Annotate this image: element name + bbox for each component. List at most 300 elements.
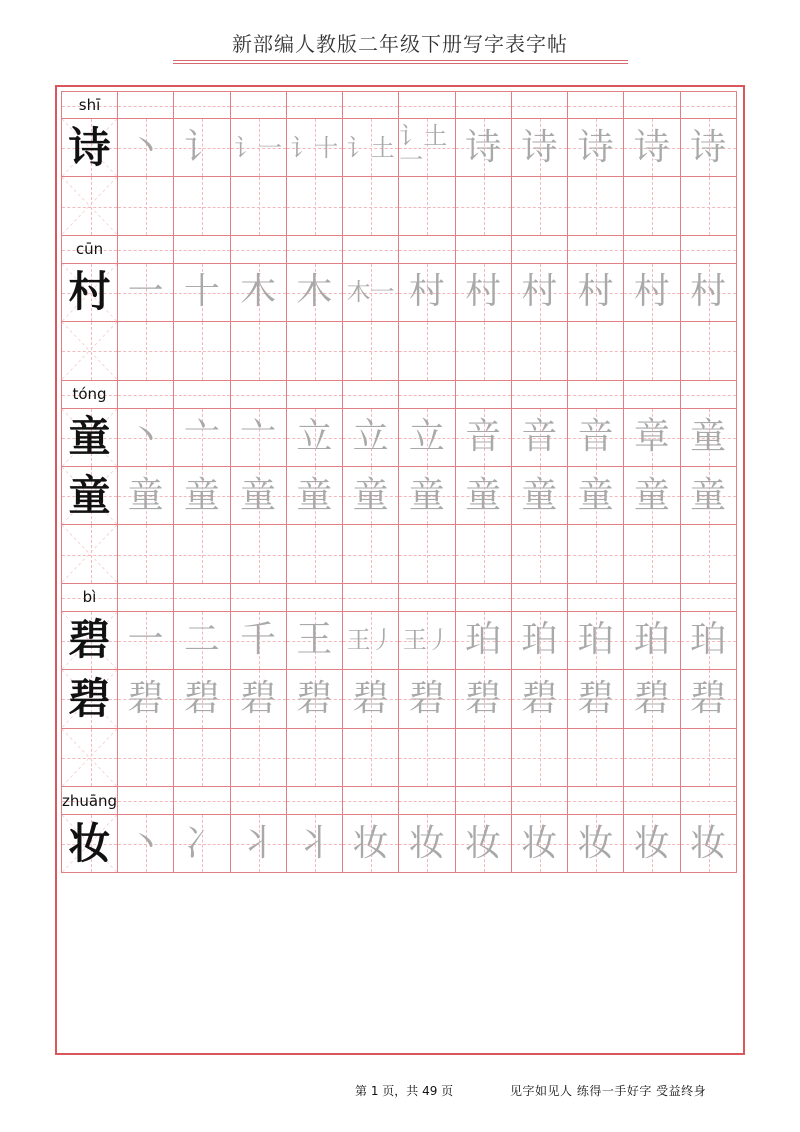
diagonal-guide — [62, 177, 117, 234]
guide-line — [568, 250, 623, 251]
guide-line — [287, 801, 342, 802]
pinyin-cell — [231, 381, 287, 409]
trace-char-cell — [399, 670, 455, 728]
guide-line — [202, 177, 203, 234]
pinyin-cell — [118, 91, 174, 119]
trace-char-cell — [456, 612, 512, 670]
model-character: 碧 — [68, 615, 111, 665]
trace-character: 碧 — [465, 677, 502, 719]
trace-char-cell — [343, 670, 399, 728]
guide-line — [315, 525, 316, 582]
trace-character: 珀 — [521, 619, 558, 661]
trace-character: 冫 — [183, 822, 220, 864]
pinyin-cell — [681, 584, 737, 612]
pinyin-cell — [624, 787, 680, 815]
trace-char-cell — [456, 177, 512, 235]
trace-char-cell — [231, 264, 287, 322]
trace-char-cell — [399, 264, 455, 322]
trace-char-cell — [174, 815, 230, 873]
trace-character: 木一 — [346, 278, 395, 307]
trace-character: 丶 — [127, 822, 164, 864]
guide-line — [709, 322, 710, 379]
trace-char-cell — [118, 729, 174, 787]
pinyin-cell — [399, 787, 455, 815]
guide-line — [343, 801, 398, 802]
guide-line — [540, 177, 541, 234]
pinyin-cell — [287, 91, 343, 119]
trace-char-cell — [343, 409, 399, 467]
trace-character: 村 — [408, 271, 445, 313]
trace-char-cell — [174, 119, 230, 177]
trace-character: 碧 — [240, 677, 277, 719]
guide-line — [709, 177, 710, 234]
trace-char-cell — [343, 467, 399, 525]
guide-line — [624, 106, 679, 107]
guide-line — [484, 322, 485, 379]
trace-character: 音 — [521, 416, 558, 458]
guide-line — [456, 801, 511, 802]
trace-char-cell — [512, 729, 568, 787]
trace-char-cell — [118, 177, 174, 235]
trace-char-cell — [456, 815, 512, 873]
model-char-cell — [61, 119, 118, 177]
trace-char-cell — [174, 612, 230, 670]
trace-char-cell — [624, 670, 680, 728]
pinyin-cell — [61, 787, 118, 815]
trace-character: 一 — [127, 619, 164, 661]
trace-char-cell — [287, 815, 343, 873]
trace-char-cell — [681, 119, 737, 177]
model-char-cell — [61, 525, 118, 583]
guide-line — [118, 250, 173, 251]
pinyin-cell — [287, 381, 343, 409]
trace-char-cell — [399, 729, 455, 787]
trace-char-cell — [624, 409, 680, 467]
trace-char-cell — [174, 670, 230, 728]
pinyin-cell — [624, 236, 680, 264]
trace-char-cell — [399, 612, 455, 670]
guide-line — [399, 395, 454, 396]
pinyin-cell — [399, 236, 455, 264]
guide-line — [427, 177, 428, 234]
guide-line — [231, 395, 286, 396]
trace-char-cell — [231, 322, 287, 380]
trace-char-cell — [512, 409, 568, 467]
guide-line — [343, 395, 398, 396]
trace-character: 王丿 — [402, 626, 451, 655]
trace-char-cell — [399, 525, 455, 583]
pinyin-cell — [231, 236, 287, 264]
trace-char-cell — [568, 815, 624, 873]
trace-char-cell — [568, 612, 624, 670]
guide-line — [371, 729, 372, 786]
guide-line — [512, 106, 567, 107]
pinyin-cell — [681, 381, 737, 409]
pinyin-label: shī — [78, 96, 101, 114]
guide-line — [371, 177, 372, 234]
guide-line — [315, 729, 316, 786]
trace-char-cell — [287, 177, 343, 235]
pinyin-cell — [118, 381, 174, 409]
pinyin-cell — [287, 584, 343, 612]
guide-line — [456, 395, 511, 396]
pinyin-cell — [568, 584, 624, 612]
guide-line — [146, 322, 147, 379]
trace-char-cell — [118, 467, 174, 525]
trace-char-cell — [118, 119, 174, 177]
model-char-cell — [61, 815, 118, 873]
pinyin-cell — [624, 584, 680, 612]
pinyin-cell — [456, 236, 512, 264]
trace-character: 立 — [352, 416, 389, 458]
trace-character: 碧 — [352, 677, 389, 719]
guide-line — [287, 598, 342, 599]
trace-character: 讠十 — [290, 133, 339, 162]
trace-char-cell — [343, 119, 399, 177]
trace-char-cell — [118, 409, 174, 467]
guide-line — [596, 322, 597, 379]
trace-character: 珀 — [465, 619, 502, 661]
guide-line — [202, 729, 203, 786]
trace-char-cell — [287, 729, 343, 787]
pinyin-cell — [174, 236, 230, 264]
model-char-cell — [61, 612, 118, 670]
trace-char-cell — [568, 322, 624, 380]
guide-line — [118, 106, 173, 107]
guide-line — [399, 106, 454, 107]
trace-character: 讠土一 — [399, 121, 448, 174]
trace-character: 立 — [296, 416, 333, 458]
model-char-cell — [61, 729, 118, 787]
guide-line — [315, 177, 316, 234]
trace-char-cell — [512, 119, 568, 177]
pinyin-cell — [118, 584, 174, 612]
guide-line — [568, 106, 623, 107]
trace-char-cell — [624, 264, 680, 322]
pinyin-cell — [681, 236, 737, 264]
guide-line — [568, 395, 623, 396]
guide-line — [118, 395, 173, 396]
trace-char-cell — [456, 467, 512, 525]
trace-char-cell — [343, 729, 399, 787]
trace-character: 丶 — [127, 126, 164, 168]
pinyin-cell — [118, 787, 174, 815]
trace-character: 王丿 — [346, 626, 395, 655]
pinyin-cell — [61, 236, 118, 264]
guide-line — [652, 177, 653, 234]
model-character: 童 — [68, 412, 111, 462]
guide-line — [456, 250, 511, 251]
title-underline-secondary — [173, 63, 628, 64]
trace-character: 讠一 — [234, 133, 283, 162]
pinyin-cell — [624, 91, 680, 119]
pinyin-label: zhuāng — [61, 791, 118, 810]
trace-character: 妆 — [352, 822, 389, 864]
trace-char-cell — [118, 670, 174, 728]
guide-line — [568, 598, 623, 599]
trace-character: 章 — [633, 416, 670, 458]
guide-line — [399, 250, 454, 251]
model-character: 诗 — [68, 122, 111, 172]
trace-char-cell — [231, 670, 287, 728]
guide-line — [259, 729, 260, 786]
guide-line — [681, 598, 736, 599]
guide-line — [174, 395, 229, 396]
trace-char-cell — [681, 264, 737, 322]
guide-line — [118, 801, 173, 802]
trace-char-cell — [231, 409, 287, 467]
trace-char-cell — [512, 322, 568, 380]
guide-line — [231, 106, 286, 107]
guide-line — [596, 525, 597, 582]
trace-character: 童 — [690, 474, 727, 516]
guide-line — [259, 322, 260, 379]
trace-char-cell — [343, 177, 399, 235]
diagonal-guide — [62, 729, 117, 786]
trace-char-cell — [568, 409, 624, 467]
trace-char-cell — [568, 177, 624, 235]
guide-line — [371, 322, 372, 379]
trace-character: 王 — [296, 619, 333, 661]
trace-char-cell — [456, 670, 512, 728]
trace-character: 诗 — [577, 126, 614, 168]
guide-line — [427, 525, 428, 582]
trace-character: 诗 — [521, 126, 558, 168]
trace-character: 村 — [465, 271, 502, 313]
trace-char-cell — [287, 322, 343, 380]
trace-character: 碧 — [408, 677, 445, 719]
guide-line — [540, 525, 541, 582]
model-char-cell — [61, 322, 118, 380]
trace-char-cell — [568, 525, 624, 583]
trace-char-cell — [118, 264, 174, 322]
trace-char-cell — [399, 815, 455, 873]
guide-line — [681, 106, 736, 107]
trace-char-cell — [681, 322, 737, 380]
trace-character: 亠 — [183, 416, 220, 458]
guide-line — [456, 598, 511, 599]
trace-char-cell — [681, 729, 737, 787]
trace-char-cell — [624, 525, 680, 583]
guide-line — [709, 525, 710, 582]
guide-line — [427, 322, 428, 379]
guide-line — [652, 525, 653, 582]
guide-line — [681, 250, 736, 251]
guide-line — [484, 729, 485, 786]
trace-character: 诗 — [690, 126, 727, 168]
trace-char-cell — [568, 670, 624, 728]
pinyin-cell — [568, 381, 624, 409]
guide-line — [624, 801, 679, 802]
trace-char-cell — [287, 264, 343, 322]
practice-grid — [61, 91, 737, 1044]
trace-char-cell — [512, 670, 568, 728]
pinyin-cell — [174, 584, 230, 612]
trace-char-cell — [174, 177, 230, 235]
trace-char-cell — [624, 612, 680, 670]
pinyin-cell — [231, 787, 287, 815]
trace-char-cell — [287, 409, 343, 467]
trace-character: 碧 — [577, 677, 614, 719]
trace-char-cell — [681, 409, 737, 467]
trace-character: 讠土 — [346, 133, 395, 162]
pinyin-cell — [456, 584, 512, 612]
guide-line — [118, 598, 173, 599]
pinyin-cell — [512, 584, 568, 612]
trace-character: 童 — [240, 474, 277, 516]
trace-char-cell — [681, 612, 737, 670]
trace-char-cell — [456, 525, 512, 583]
trace-char-cell — [568, 119, 624, 177]
trace-char-cell — [174, 264, 230, 322]
guide-line — [287, 250, 342, 251]
trace-char-cell — [343, 815, 399, 873]
trace-char-cell — [512, 177, 568, 235]
guide-line — [259, 177, 260, 234]
pinyin-cell — [343, 236, 399, 264]
trace-character: 亠 — [240, 416, 277, 458]
model-character: 妆 — [68, 818, 111, 868]
trace-character: 童 — [352, 474, 389, 516]
trace-character: 村 — [521, 271, 558, 313]
pinyin-cell — [174, 381, 230, 409]
guide-line — [512, 395, 567, 396]
diagonal-guide — [62, 525, 117, 582]
trace-character: 碧 — [127, 677, 164, 719]
trace-char-cell — [399, 177, 455, 235]
trace-char-cell — [399, 409, 455, 467]
trace-character: 童 — [296, 474, 333, 516]
trace-character: 妆 — [521, 822, 558, 864]
trace-char-cell — [287, 670, 343, 728]
guide-line — [540, 729, 541, 786]
pinyin-cell — [456, 381, 512, 409]
guide-line — [287, 395, 342, 396]
guide-line — [596, 177, 597, 234]
guide-line — [174, 598, 229, 599]
pinyin-cell — [118, 236, 174, 264]
pinyin-cell — [343, 91, 399, 119]
trace-char-cell — [174, 322, 230, 380]
pinyin-cell — [231, 584, 287, 612]
trace-char-cell — [456, 119, 512, 177]
guide-line — [174, 250, 229, 251]
pinyin-cell — [343, 787, 399, 815]
trace-character: 讠 — [183, 126, 220, 168]
guide-line — [652, 729, 653, 786]
trace-char-cell — [681, 467, 737, 525]
pinyin-cell — [512, 91, 568, 119]
trace-char-cell — [231, 612, 287, 670]
trace-char-cell — [118, 815, 174, 873]
trace-char-cell — [624, 177, 680, 235]
trace-char-cell — [512, 525, 568, 583]
guide-line — [174, 106, 229, 107]
trace-character: 童 — [633, 474, 670, 516]
pinyin-cell — [512, 381, 568, 409]
trace-character: 十 — [183, 271, 220, 313]
guide-line — [146, 525, 147, 582]
pinyin-cell — [512, 787, 568, 815]
pinyin-cell — [287, 787, 343, 815]
model-char-cell — [61, 467, 118, 525]
trace-char-cell — [343, 525, 399, 583]
trace-character: 妆 — [633, 822, 670, 864]
trace-char-cell — [231, 467, 287, 525]
trace-character: 童 — [465, 474, 502, 516]
trace-character: 村 — [577, 271, 614, 313]
trace-character: 一 — [127, 271, 164, 313]
page-number: 第 1 页，共 49 页 — [355, 1084, 454, 1098]
guide-line — [202, 322, 203, 379]
guide-line — [709, 729, 710, 786]
trace-char-cell — [231, 525, 287, 583]
trace-character: 童 — [521, 474, 558, 516]
trace-character: 童 — [183, 474, 220, 516]
trace-char-cell — [681, 815, 737, 873]
trace-char-cell — [343, 612, 399, 670]
trace-character: 村 — [633, 271, 670, 313]
trace-character: 碧 — [633, 677, 670, 719]
footer-slogan: 见字如见人 练得一手好字 受益终身 — [510, 1084, 707, 1098]
trace-char-cell — [118, 322, 174, 380]
trace-character: 妆 — [408, 822, 445, 864]
pinyin-label: tóng — [72, 385, 107, 404]
pinyin-cell — [681, 787, 737, 815]
trace-character: 丬 — [296, 822, 333, 864]
model-character: 童 — [68, 470, 111, 520]
guide-line — [512, 801, 567, 802]
guide-line — [202, 525, 203, 582]
title-underline — [173, 60, 628, 61]
pinyin-cell — [61, 91, 118, 119]
trace-character: 二 — [183, 619, 220, 661]
trace-char-cell — [624, 322, 680, 380]
pinyin-cell — [399, 91, 455, 119]
trace-character: 珀 — [690, 619, 727, 661]
trace-char-cell — [174, 467, 230, 525]
pinyin-cell — [174, 91, 230, 119]
trace-character: 木 — [240, 271, 277, 313]
model-character: 碧 — [68, 673, 111, 723]
guide-line — [146, 729, 147, 786]
trace-char-cell — [624, 119, 680, 177]
model-char-cell — [61, 409, 118, 467]
trace-char-cell — [399, 119, 455, 177]
guide-line — [231, 250, 286, 251]
guide-line — [174, 801, 229, 802]
guide-line — [512, 598, 567, 599]
pinyin-cell — [456, 91, 512, 119]
guide-line — [231, 598, 286, 599]
trace-char-cell — [231, 729, 287, 787]
guide-line — [399, 801, 454, 802]
trace-character: 音 — [577, 416, 614, 458]
pinyin-cell — [512, 236, 568, 264]
pinyin-cell — [568, 787, 624, 815]
trace-character: 碧 — [521, 677, 558, 719]
guide-line — [624, 395, 679, 396]
trace-char-cell — [118, 612, 174, 670]
pinyin-cell — [681, 91, 737, 119]
trace-char-cell — [343, 322, 399, 380]
trace-character: 童 — [408, 474, 445, 516]
trace-character: 妆 — [465, 822, 502, 864]
guide-line — [343, 250, 398, 251]
guide-line — [540, 322, 541, 379]
trace-char-cell — [624, 467, 680, 525]
trace-character: 童 — [690, 416, 727, 458]
